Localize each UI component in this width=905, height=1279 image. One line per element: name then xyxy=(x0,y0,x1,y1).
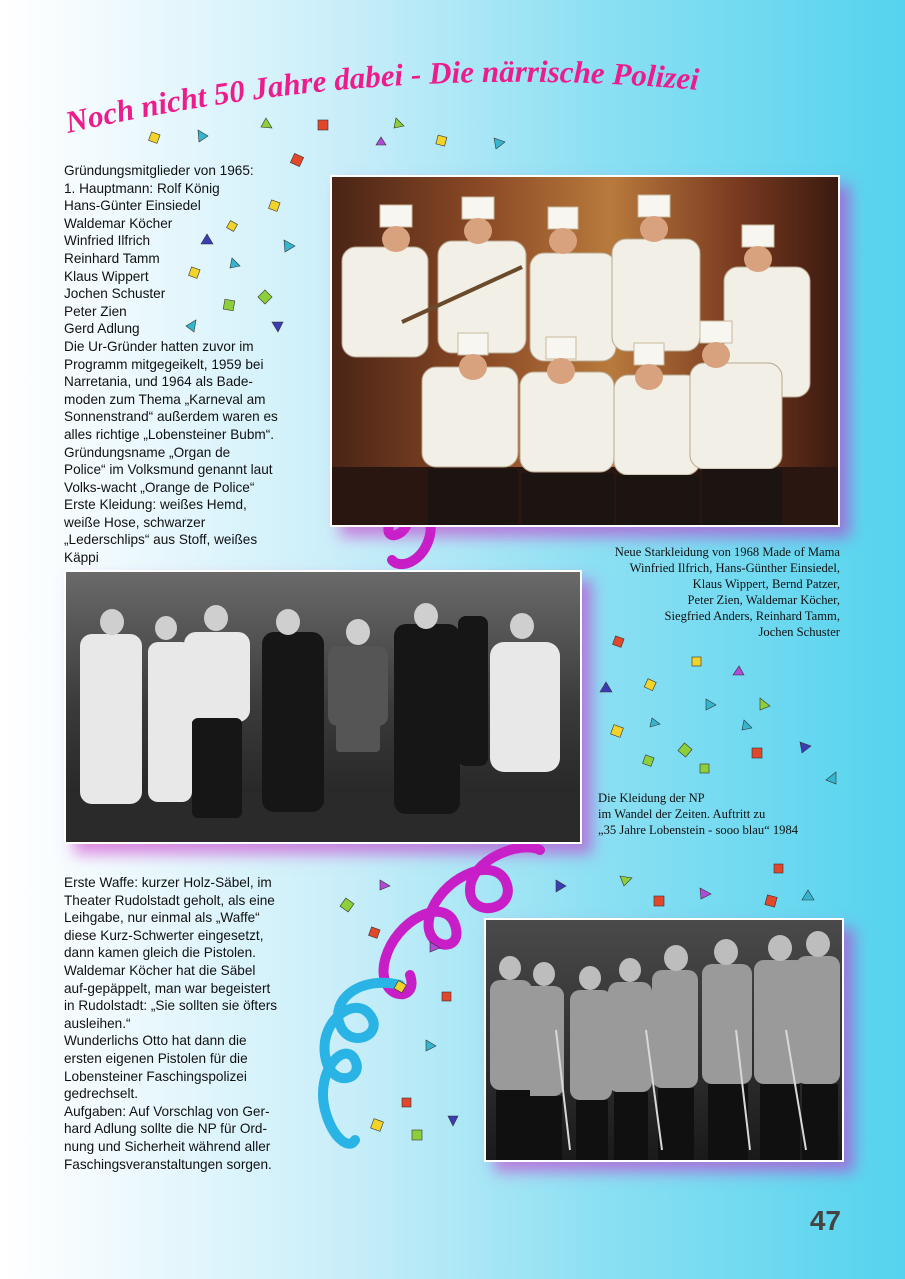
photo-1-caption: Neue Starkleidung von 1968 Made of Mama Winfried Ilfrich, Hans-Günther Einsiedel, Klaus Wippert, Bernd Patzer, Peter Zien, Waldemar Köcher, Siegfried Anders, Reinhard Tamm, Jochen Schuster xyxy=(614,545,840,639)
photo-officers-sabres xyxy=(484,918,844,1162)
photo-1968-uniforms xyxy=(330,175,840,527)
page-title-text: Noch nicht 50 Jahre dabei - Die närrische Polizei xyxy=(61,58,701,140)
page-number: 47 xyxy=(809,1205,841,1236)
photo-costume-history xyxy=(64,570,582,844)
photo-2-caption: Die Kleidung der NP im Wandel der Zeiten. Auftritt zu „35 Jahre Lobenstein - sooo blau“ 1984 xyxy=(598,791,799,837)
lower-text: Erste Waffe: kurzer Holz-Säbel, im Theater Rudolstadt geholt, als eine Leihgabe, nur einmal als „Waffe“ diese Kurz-Schwerter eingesetzt, dann kamen gleich die Pistolen. Waldemar Köcher hat die Säbel auf-gepäppelt, man war begeistert in Rudolstadt: „Sie sollten sie öfters ausleihen.“ Wunderlichs Otto hat dann die ersten eigenen Pistolen für die Lobensteiner Faschingspolizei gedrechselt. Aufgaben: Auf Vorschlag von Ger- hard Adlung sollte die NP für Ord- nung und Sicherheit während aller Faschingsveranstaltungen sorgen. xyxy=(64,875,278,1172)
intro-text: Gründungsmitglieder von 1965: 1. Hauptmann: Rolf König Hans-Günter Einsiedel Waldemar Köcher Winfried Ilfrich Reinhard Tamm Klaus Wippert Jochen Schuster Peter Zien Gerd Adlung Die Ur-Gründer hatten zuvor im Programm mitgegeikelt, 1959 bei Narretania, und 1964 als Bade- moden zum Thema „Karneval am Sonnenstrand“ außerdem waren es alles richtige „Lobensteiner Bubm“. Gründungsname „Organ de Police“ im Volksmund genannt laut Volks-wacht „Orange de Police“ Erste Kleidung: weißes Hemd, weiße Hose, schwarzer „Lederschlips“ aus Stoff, weißes Käppi xyxy=(64,163,278,566)
page-title xyxy=(60,58,780,168)
